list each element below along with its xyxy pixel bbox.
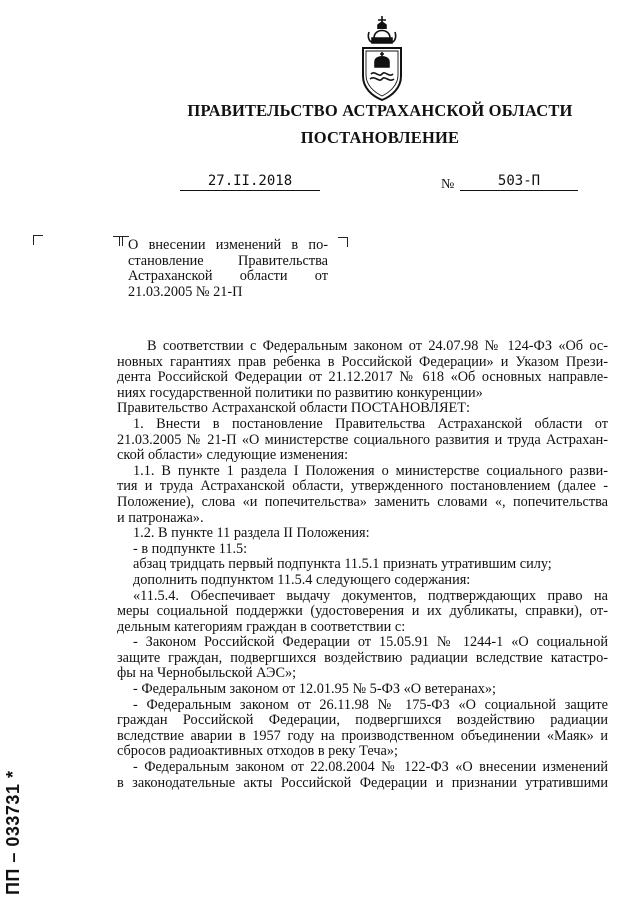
body-line: В соответствии с Федеральным законом от 24.07.98 № 124-ФЗ «Об ос- [147,338,608,354]
authority-title: ПРАВИТЕЛЬСТВО АСТРАХАНСКОЙ ОБЛАСТИ [187,101,573,120]
body-line: 1.2. В пункте 11 раздела II Положения: [133,525,370,542]
number-sign: № [441,177,455,192]
body-line: «11.5.4. Обеспечивает выдачу документов, подтверждающих право на [133,587,608,604]
body-line: абзац тридцать первый подпункта 11.5.1 признать утратившим силу; [133,556,552,573]
body-line: сбросов радиоактивных отходов в реку Теча»; [117,743,398,760]
body-line: - в подпункте 11.5: [133,540,248,557]
body-line: защите граждан, подвергшихся воздействию радиации вследствие катастро- [117,649,608,666]
subject-corner-mark [338,237,348,247]
body-line: ниях государственной политики по развитию конкуренции» [117,384,483,401]
body-line: граждан Российской Федерации, подвергшихся воздействию радиации [117,712,608,729]
body-line: 1. Внести в постановление Правительства Астраханской области от [133,415,608,432]
document-type-title: ПОСТАНОВЛЕНИЕ [300,128,460,147]
body-line: Правительство Астраханской области ПОСТАНОВЛЯЕТ: [117,400,470,417]
body-line: 21.03.2005 № 21-П «О министерстве социального развития и труда Астрахан- [117,431,608,448]
body-line: фы на Чернобыльской АЭС»; [117,665,297,682]
body-line: 1.1. В пункте 1 раздела I Положения о министерстве социального разви- [133,462,608,479]
document-number: 503-П [460,173,578,191]
subject-line: 21.03.2005 № 21-П [128,283,243,300]
body-line: Положение), слова «и попечительства» заменить словами «, попечительства [117,493,608,510]
body-line: тия и труда Астраханской области, утвержденного постановлением (далее - [117,478,608,495]
document-date: 27.II.2018 [180,173,320,191]
body-line: новных гарантиях прав ребенка в Российской Федерации» и Указом Прези- [117,353,608,370]
subject-line: Астраханской области от [128,268,328,284]
body-line: и патронажа». [117,509,204,526]
body-line: меры социальной поддержки (удостоверения и их дубликаты, справки), от- [117,603,608,620]
form-serial-number: ПП – 033731 * [3,770,23,895]
body-line: - Федеральным законом от 12.01.95 № 5-ФЗ «О ветеранах»; [133,681,497,698]
body-line: вследствие аварии в 1957 году на производственном объединении «Маяк» и [117,727,608,744]
coat-of-arms-emblem [357,12,407,102]
body-line: дельным категориям граждан в соответствии с: [117,618,406,635]
body-line: - Федеральным законом от 22.08.2004 № 122-ФЗ «О внесении изменений [133,759,608,776]
subject-line: становление Правительства [128,252,328,269]
document-subject [128,238,328,300]
body-line: дента Российской Федерации от 21.12.2017 № 618 «Об основных направле- [117,369,608,386]
margin-corner-mark [33,235,43,245]
body-line: - Законом Российской Федерации от 15.05.91 № 1244-1 «О социальной [133,634,608,651]
body-line: дополнить подпунктом 11.5.4 следующего содержания: [133,571,471,588]
body-line: в законодательные акты Российской Федерации и признании утратившими [117,774,608,791]
body-line: ской области» следующие изменения: [117,447,349,464]
document-body [117,339,608,791]
subject-line: О внесении изменений в по- [128,237,328,253]
body-line: - Федеральным законом от 26.11.98 № 175-ФЗ «О социальной защите [133,696,608,713]
